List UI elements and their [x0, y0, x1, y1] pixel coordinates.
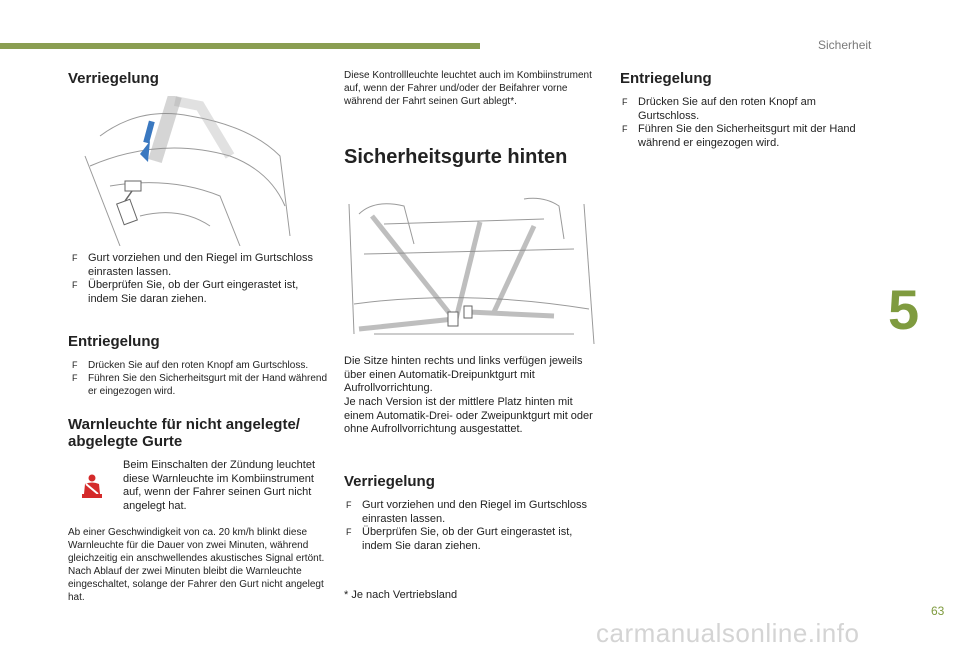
bullet-mark: F [72, 253, 78, 263]
unlocking-list [70, 359, 330, 398]
section-label: Sicherheit [818, 38, 872, 52]
footnote: * Je nach Vertriebsland [344, 589, 458, 601]
bullet-mark: F [346, 527, 352, 537]
rear-unlocking-heading: Entriegelung [620, 70, 712, 87]
intro-text: Diese Kontrollleuchte leuchtet auch im Kombiinstrument auf, wenn der Fahrer und/oder der Beifahrer vorne während der Fahrt seinen Gurt ablegt*. [344, 70, 592, 107]
bullet-mark: F [72, 373, 78, 383]
chapter-number: 5 [888, 278, 920, 341]
rear-unlocking-list [620, 96, 870, 150]
list-item: F Führen Sie den Sicherheitsgurt mit der Hand während er eingezogen wird. [622, 123, 856, 149]
warning-text: Beim Einschalten der Zündung leuchtet diese Warnleuchte im Kombiinstrument auf, wenn der Fahrer seinen Gurt nicht angelegt hat. [123, 459, 316, 512]
list-item: F Gurt vorziehen und den Riegel im Gurtschloss einrasten lassen. [346, 499, 587, 525]
list-item: F Überprüfen Sie, ob der Gurt eingerastet ist, indem Sie daran ziehen. [72, 279, 299, 305]
list-item: F Drücken Sie auf den roten Knopf am Gurtschloss. [72, 360, 309, 371]
rear-locking-heading: Verriegelung [344, 473, 435, 490]
page-number: 63 [931, 604, 945, 618]
locking-heading: Verriegelung [68, 70, 159, 87]
unlocking-heading: Entriegelung [68, 333, 160, 350]
warning-heading: Warnleuchte für nicht angelegte/ abgelegte Gurte [68, 416, 300, 450]
bullet-mark: F [622, 97, 628, 107]
rear-heading: Sicherheitsgurte hinten [344, 146, 568, 168]
bullet-mark: F [622, 124, 628, 134]
list-item: F Gurt vorziehen und den Riegel im Gurtschloss einrasten lassen. [72, 252, 313, 278]
bullet-mark: F [72, 280, 78, 290]
list-item: F Überprüfen Sie, ob der Gurt eingerastet ist, indem Sie daran ziehen. [346, 526, 573, 552]
rear-text-1: Die Sitze hinten rechts und links verfügen jeweils über einen Automatik-Dreipunktgurt mit Aufrollvorrichtung. [344, 355, 583, 394]
rear-locking-list [344, 499, 604, 553]
locking-list [70, 252, 330, 306]
rear-seatbelt-illustration [344, 194, 599, 346]
list-item: F Drücken Sie auf den roten Knopf am Gurtschloss. [622, 96, 816, 122]
watermark: carmanualsonline.info [596, 618, 860, 648]
front-seatbelt-illustration [80, 96, 300, 246]
warning-detail: Ab einer Geschwindigkeit von ca. 20 km/h blinkt diese Warnleuchte für die Dauer von zwei Minuten, während gleichzeitig ein anschwellendes akustisches Signal ertönt. Nach Ablauf der zwei Minuten bleibt die Warnleuchte eingeschaltet, solange der Fahrer den Gurt nicht angelegt hat. [68, 527, 325, 603]
list-item: F Führen Sie den Sicherheitsgurt mit der Hand während er eingezogen wird. [72, 373, 328, 397]
rear-text-2: Je nach Version ist der mittlere Platz hinten mit einem Automatik-Drei- oder Zweipunktgurt mit oder ohne Aufrollvorrichtung ausgestattet. [344, 396, 593, 435]
bullet-mark: F [346, 500, 352, 510]
bullet-mark: F [72, 360, 78, 370]
seatbelt-warning-icon [78, 474, 106, 500]
header-accent-bar [0, 43, 480, 49]
